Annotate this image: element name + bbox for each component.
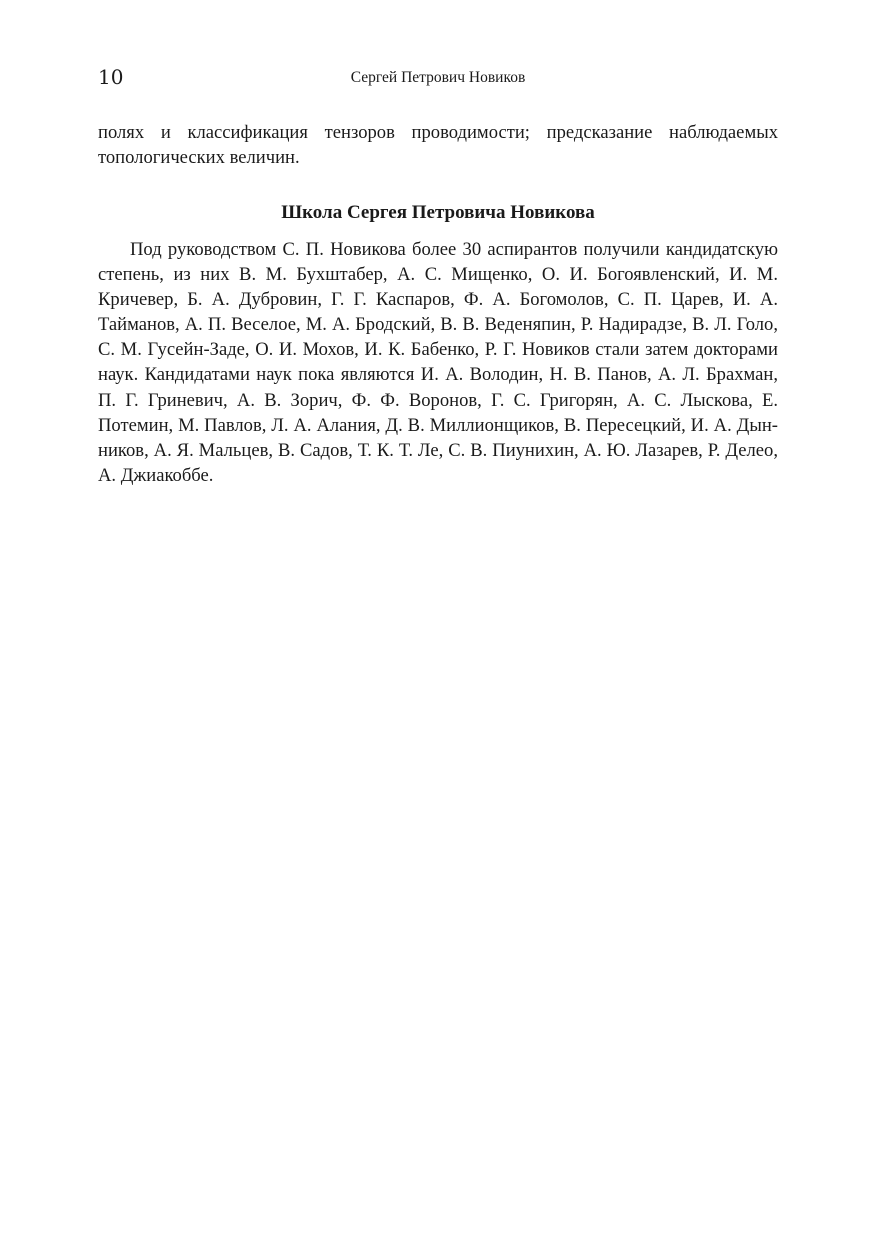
- school-paragraph: Под руководством С. П. Новикова более 30 аспирантов получили кандидатскую степень, из них В. М. Бухштабер, А. С. Мищенко, О. И. Богоявленский, И. М. Кричевер, Б. А. Дубровин, Г. Г. Каспаров, Ф. А. Богомолов, С. П. Царев, И. А. Тайманов, А. П. Веселое, М. А. Бродский, В. В. Веденяпин, Р. Надирадзе, В. Л. Голо, С. М. Гусейн-Заде, О. И. Мохов, И. К. Бабенко, Р. Г. Новиков стали затем докторами наук. Кандидатами наук пока являются И. А. Володин, Н. В. Панов, А. Л. Брахман, П. Г. Гриневич, А. В. Зорич, Ф. Ф. Воронов, Г. С. Григорян, А. С. Лыскова, Е. Потемин, М. Павлов, Л. А. Алания, Д. В. Миллионщиков, В. Пересецкий, И. А. Дынников, А. Я. Мальцев, В. Садов, Т. К. Т. Ле, С. В. Пиунихин, А. Ю. Лазарев, Р. Делео, А. Джиакоббе.: [98, 239, 778, 486]
- section-heading: Школа Сергея Петровича Новикова: [281, 202, 595, 223]
- continuation-paragraph: полях и классификация тензоров проводимости; предсказание наблюдаемых топологических величин.: [98, 122, 778, 169]
- running-title: Сергей Петрович Новиков: [350, 69, 526, 86]
- running-header: [98, 64, 778, 90]
- page-number: 10: [98, 65, 124, 89]
